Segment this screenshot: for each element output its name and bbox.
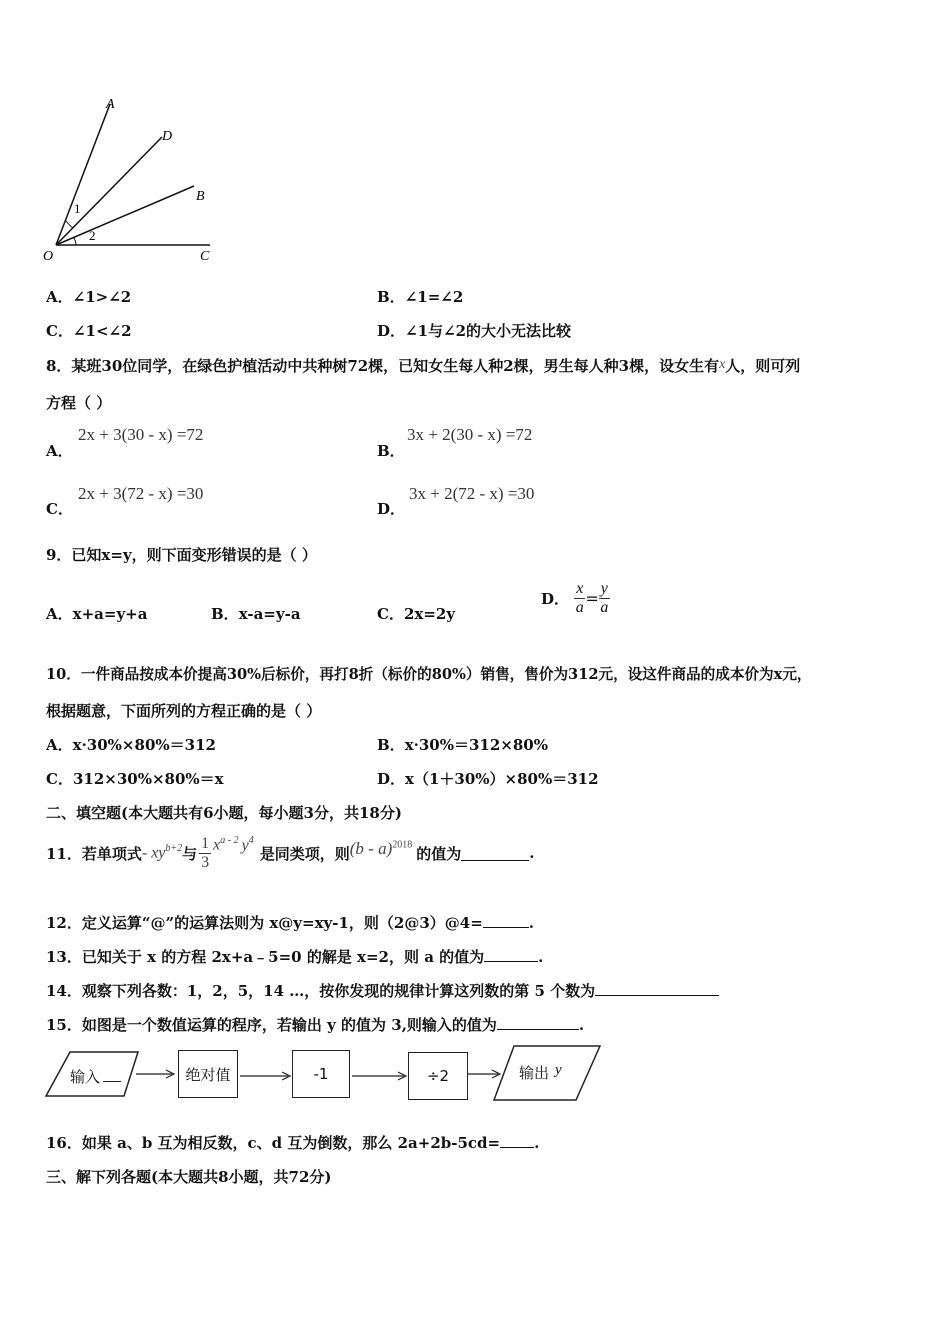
q11-with: 与 bbox=[182, 844, 198, 863]
q11-expression-exp: 2018 bbox=[392, 839, 413, 851]
q7-option-a-text: ∠1>∠2 bbox=[72, 288, 132, 306]
q8-stem-line2: 方程（ ） bbox=[46, 394, 112, 412]
q7-option-c-letter: C． bbox=[46, 322, 73, 340]
q11-frac-den: 3 bbox=[201, 853, 210, 871]
flow-abs-box bbox=[178, 1050, 238, 1098]
q10-option-c[interactable] bbox=[46, 768, 224, 789]
flow-arrow-3 bbox=[352, 1072, 406, 1080]
q7-option-d-text: ∠1与∠2的大小无法比较 bbox=[405, 322, 572, 340]
q8-option-a-letter[interactable]: A． bbox=[46, 442, 73, 460]
flow-output-var: y bbox=[555, 1062, 562, 1078]
q11-monomial-1 bbox=[142, 843, 182, 862]
q10-option-c-text: 312×30%×80%＝x bbox=[72, 770, 224, 788]
q11-suffix: 的值为 bbox=[416, 844, 462, 863]
q7-option-d[interactable] bbox=[377, 320, 571, 341]
q7-option-b-letter: B． bbox=[377, 288, 405, 306]
angle-figure bbox=[40, 92, 220, 270]
q11-monomial-2-y: y bbox=[241, 836, 249, 854]
q10-stem-line2: 根据题意，下面所列的方程正确的是（ ） bbox=[46, 702, 322, 720]
q13-answer-blank[interactable] bbox=[484, 947, 538, 962]
q15-end: . bbox=[578, 1016, 585, 1034]
flow-arrow-4 bbox=[468, 1070, 500, 1078]
q11-end: . bbox=[529, 844, 535, 862]
q11-fraction bbox=[199, 835, 211, 872]
q11-expression-base: (b - a) bbox=[349, 839, 393, 858]
q14-text: 14．观察下列各数：1，2，5，14 …，按你发现的规律计算这列数的第 5 个数为 bbox=[46, 982, 596, 1000]
label-A: A bbox=[106, 97, 115, 112]
q9-option-a-letter: A． bbox=[46, 605, 73, 623]
label-D: D bbox=[162, 129, 173, 144]
q8-option-b-equation[interactable]: 3x + 2(30 - x) =72 bbox=[407, 425, 533, 444]
q10-option-b-letter: B． bbox=[377, 736, 405, 754]
q9-option-a-text: x+a=y+a bbox=[72, 605, 148, 623]
q9-option-c-text: 2x=2y bbox=[403, 605, 456, 623]
q9-option-b-letter: B． bbox=[211, 605, 239, 623]
q9-option-d-letter: D． bbox=[541, 590, 570, 608]
q8-stem-part2: 人，则可列 bbox=[725, 357, 801, 375]
label-O: O bbox=[43, 249, 54, 264]
q15-answer-blank[interactable] bbox=[497, 1015, 579, 1030]
ray-OA bbox=[56, 104, 110, 245]
q7-option-c[interactable] bbox=[46, 320, 132, 341]
q12-answer-blank[interactable] bbox=[483, 913, 529, 928]
q11-expression bbox=[350, 839, 412, 859]
q8-option-d-letter[interactable]: D． bbox=[377, 500, 406, 518]
q10-option-c-letter: C． bbox=[46, 770, 73, 788]
q10-stem-line1: 10．一件商品按成本价提高30%后标价，再打8折（标价的80%）销售，售价为312元，设这件商品的成本价为x元， bbox=[46, 666, 812, 683]
angle-arc-1 bbox=[66, 221, 73, 228]
q9-stem: 9．已知x=y，则下面变形错误的是（ ） bbox=[46, 546, 317, 564]
flow-arrow-2 bbox=[240, 1072, 290, 1080]
q10-option-b[interactable] bbox=[377, 734, 548, 755]
flow-minus-text: -1 bbox=[313, 1065, 329, 1083]
q8-option-a-equation[interactable]: 2x + 3(30 - x) =72 bbox=[78, 425, 204, 444]
q10-option-a[interactable] bbox=[46, 734, 216, 755]
q8-option-c-letter[interactable]: C． bbox=[46, 500, 73, 518]
q8-stem-line1 bbox=[46, 355, 800, 376]
q9-option-d[interactable] bbox=[541, 580, 610, 617]
q15-line bbox=[46, 1014, 584, 1035]
q16-line bbox=[46, 1132, 539, 1153]
q9-option-c-letter: C． bbox=[377, 605, 404, 623]
label-C: C bbox=[200, 249, 210, 264]
flow-abs-text: 绝对值 bbox=[185, 1065, 231, 1084]
q11-monomial-1-base: - xy bbox=[141, 844, 166, 862]
q8-variable: x bbox=[719, 357, 726, 372]
flow-arrow-1 bbox=[136, 1070, 174, 1078]
q12-line bbox=[46, 912, 534, 933]
label-B: B bbox=[196, 189, 205, 204]
q10-option-d[interactable] bbox=[377, 768, 599, 789]
q9-option-d-den1: a bbox=[575, 599, 584, 616]
q8-option-c-equation[interactable]: 2x + 3(72 - x) =30 bbox=[78, 484, 204, 503]
q16-end: . bbox=[534, 1134, 540, 1152]
q16-text: 16．如果 a、b 互为相反数，c、d 互为倒数，那么 2a+2b-5cd= bbox=[46, 1134, 501, 1152]
q9-option-b-text: x-a=y-a bbox=[238, 605, 301, 623]
q11-answer-blank[interactable] bbox=[461, 846, 529, 861]
q12-text: 12．定义运算“@”的运算法则为 x@y=xy-1，则（2@3）@4= bbox=[46, 914, 483, 932]
q7-option-c-text: ∠1<∠2 bbox=[72, 322, 132, 340]
q9-option-b[interactable] bbox=[211, 603, 301, 624]
q10-option-d-text: x（1＋30%）×80%＝312 bbox=[405, 770, 599, 788]
q7-option-b-text: ∠1=∠2 bbox=[404, 288, 464, 306]
q9-option-d-den2: a bbox=[600, 599, 609, 616]
q11-monomial-2-x: x bbox=[213, 836, 221, 854]
flow-divide-text: ÷2 bbox=[426, 1067, 450, 1085]
q13-line bbox=[46, 946, 543, 967]
q7-option-a[interactable] bbox=[46, 286, 131, 307]
q11-line bbox=[46, 828, 534, 878]
q9-option-d-equals: = bbox=[585, 589, 599, 608]
q7-option-a-letter: A． bbox=[46, 288, 73, 306]
q13-text: 13．已知关于 x 的方程 2x+a﹣5=0 的解是 x=2，则 a 的值为 bbox=[46, 948, 485, 966]
flow-output-label bbox=[519, 1062, 562, 1083]
q7-option-d-letter: D． bbox=[377, 322, 406, 340]
flow-minus-box bbox=[292, 1050, 350, 1098]
q7-option-b[interactable] bbox=[377, 286, 463, 307]
q9-option-d-num1: x bbox=[576, 580, 584, 597]
q9-option-d-num2: y bbox=[600, 580, 608, 597]
q9-option-d-fraction-right bbox=[599, 580, 610, 617]
q15-text: 15．如图是一个数值运算的程序，若输出 y 的值为 3,则输入的值为 bbox=[46, 1016, 497, 1034]
q8-option-d-equation[interactable]: 3x + 2(72 - x) =30 bbox=[409, 484, 535, 503]
q8-stem-part1: 8．某班30位同学，在绿色护植活动中共种树72棵，已知女生每人种2棵，男生每人种3棵，设女生有 bbox=[46, 357, 720, 375]
q11-monomial-1-exp: b+2 bbox=[165, 843, 183, 855]
flow-output-text: 输出 bbox=[519, 1064, 550, 1082]
q9-option-c[interactable] bbox=[377, 603, 455, 624]
flow-input-label bbox=[70, 1066, 121, 1087]
q11-mid: 是同类项，则 bbox=[259, 844, 350, 863]
section-2-heading: 二、填空题(本大题共有6小题，每小题3分，共18分) bbox=[46, 804, 402, 822]
q9-option-d-fraction-left bbox=[574, 580, 585, 617]
q14-answer-blank[interactable] bbox=[595, 981, 719, 996]
q8-option-b-letter[interactable]: B． bbox=[377, 442, 405, 460]
q11-monomial-2-yexp: 4 bbox=[248, 835, 254, 847]
q12-end: . bbox=[528, 914, 535, 932]
q14-line bbox=[46, 980, 719, 1001]
flow-input-blank bbox=[103, 1081, 121, 1082]
q10-option-a-text: x·30%×80%＝312 bbox=[72, 736, 216, 754]
ray-OD bbox=[56, 137, 162, 245]
q16-answer-blank[interactable] bbox=[500, 1133, 534, 1148]
angle-arc-2 bbox=[74, 238, 76, 245]
q11-monomial-2-xexp: a - 2 bbox=[220, 835, 239, 847]
q10-option-b-text: x·30%＝312×80% bbox=[404, 736, 548, 754]
section-3-heading: 三、解下列各题(本大题共8小题，共72分) bbox=[46, 1168, 332, 1186]
q10-option-a-letter: A． bbox=[46, 736, 73, 754]
q10-option-d-letter: D． bbox=[377, 770, 406, 788]
q9-option-a[interactable] bbox=[46, 603, 147, 624]
q13-end: . bbox=[538, 948, 544, 966]
q11-monomial-2 bbox=[213, 835, 254, 854]
flow-input-text: 输入 bbox=[70, 1068, 101, 1086]
q11-prefix: 11．若单项式 bbox=[46, 844, 142, 863]
label-angle-1: 1 bbox=[74, 201, 81, 216]
flow-divide-box bbox=[408, 1052, 468, 1100]
label-angle-2: 2 bbox=[89, 228, 96, 243]
q11-frac-num: 1 bbox=[201, 834, 210, 852]
